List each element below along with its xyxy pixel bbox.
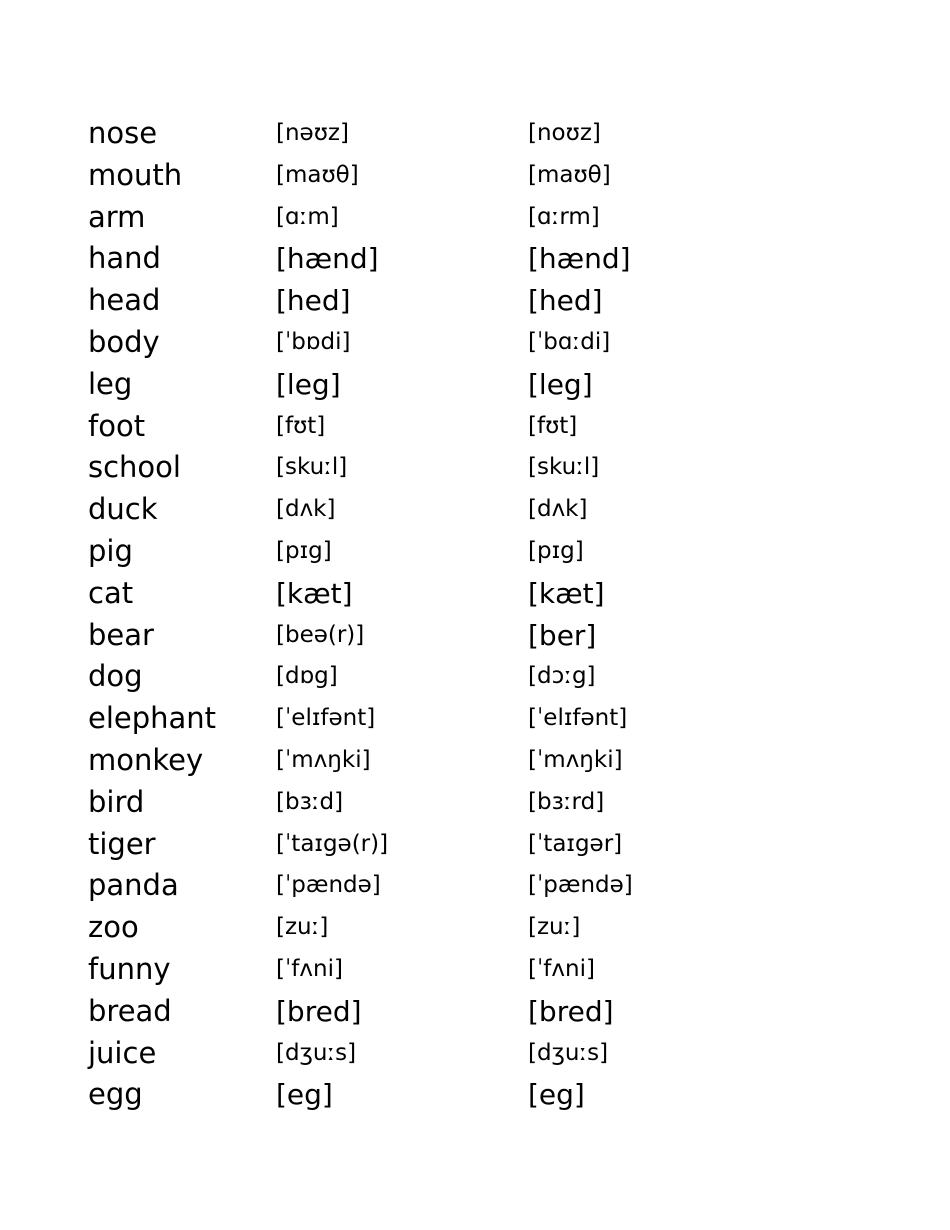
us-phonetic: [eg] xyxy=(528,1078,585,1112)
vocab-row xyxy=(88,238,788,280)
word: tiger xyxy=(88,826,156,861)
word: bird xyxy=(88,784,145,819)
word: monkey xyxy=(88,742,204,777)
uk-phonetic: [bɜːd] xyxy=(276,788,344,815)
word: head xyxy=(88,283,161,318)
uk-phonetic: [eg] xyxy=(276,1078,333,1112)
uk-phonetic: [ɑːm] xyxy=(276,203,339,230)
uk-phonetic: [ˈtaɪgə(r)] xyxy=(276,830,389,857)
vocab-row xyxy=(88,406,788,448)
vocab-row xyxy=(88,113,788,155)
vocab-row xyxy=(88,782,788,824)
us-phonetic: [ˈelɪfənt] xyxy=(528,705,628,732)
us-phonetic: [ber] xyxy=(528,618,597,652)
us-phonetic: [bred] xyxy=(528,994,614,1028)
word: bear xyxy=(88,617,154,652)
us-phonetic: [hænd] xyxy=(528,242,631,276)
us-phonetic: [ˈtaɪgər] xyxy=(528,830,623,857)
uk-phonetic: [hænd] xyxy=(276,242,379,276)
vocab-row xyxy=(88,531,788,573)
us-phonetic: [pɪg] xyxy=(528,537,584,564)
vocab-row xyxy=(88,1074,788,1116)
word: dog xyxy=(88,659,143,694)
word: zoo xyxy=(88,910,139,945)
vocabulary-list xyxy=(88,113,788,1116)
word: elephant xyxy=(88,701,217,736)
us-phonetic: [dʒuːs] xyxy=(528,1039,609,1066)
us-phonetic: [noʊz] xyxy=(528,120,601,146)
vocab-row xyxy=(88,865,788,907)
us-phonetic: [dʌk] xyxy=(528,496,588,523)
us-phonetic: [leg] xyxy=(528,367,593,401)
vocab-row xyxy=(88,698,788,740)
us-phonetic: [dɔːg] xyxy=(528,663,596,690)
word: funny xyxy=(88,951,171,986)
word: school xyxy=(88,450,181,485)
uk-phonetic: [leg] xyxy=(276,367,341,401)
us-phonetic: [hed] xyxy=(528,284,603,318)
uk-phonetic: [ˈfʌni] xyxy=(276,955,343,982)
us-phonetic: [ˈpændə] xyxy=(528,872,633,899)
vocab-row xyxy=(88,364,788,406)
uk-phonetic: [dʒuːs] xyxy=(276,1039,357,1066)
us-phonetic: [ˈfʌni] xyxy=(528,955,595,982)
uk-phonetic: [ˈmʌŋki] xyxy=(276,746,371,773)
word: body xyxy=(88,324,160,359)
vocab-row xyxy=(88,991,788,1033)
uk-phonetic: [ˈpændə] xyxy=(276,872,381,899)
us-phonetic: [kæt] xyxy=(528,576,605,610)
word: foot xyxy=(88,408,146,443)
vocab-row xyxy=(88,447,788,489)
word: egg xyxy=(88,1077,143,1112)
us-phonetic: [ɑːrm] xyxy=(528,203,600,230)
vocab-row xyxy=(88,197,788,239)
vocab-row xyxy=(88,656,788,698)
word: nose xyxy=(88,116,158,150)
vocab-row xyxy=(88,1033,788,1075)
uk-phonetic: [nəʊz] xyxy=(276,120,349,146)
us-phonetic: [ˈbɑːdi] xyxy=(528,328,611,355)
word: cat xyxy=(88,575,134,610)
uk-phonetic: [skuːl] xyxy=(276,454,348,481)
uk-phonetic: [ˈelɪfənt] xyxy=(276,705,376,732)
vocab-row xyxy=(88,155,788,197)
word: hand xyxy=(88,241,161,276)
us-phonetic: [bɜːrd] xyxy=(528,788,605,815)
word: leg xyxy=(88,366,133,401)
uk-phonetic: [beə(r)] xyxy=(276,621,365,648)
word: juice xyxy=(88,1035,157,1070)
vocab-row xyxy=(88,740,788,782)
word: panda xyxy=(88,868,179,903)
word: pig xyxy=(88,533,133,568)
vocab-row xyxy=(88,280,788,322)
word: bread xyxy=(88,993,172,1028)
uk-phonetic: [dʌk] xyxy=(276,496,336,523)
uk-phonetic: [zuː] xyxy=(276,914,329,941)
vocab-row xyxy=(88,615,788,657)
vocab-row xyxy=(88,322,788,364)
uk-phonetic: [fʊt] xyxy=(276,412,326,439)
word: mouth xyxy=(88,157,183,192)
us-phonetic: [fʊt] xyxy=(528,412,578,439)
uk-phonetic: [kæt] xyxy=(276,576,353,610)
uk-phonetic: [maʊθ] xyxy=(276,161,359,188)
word: duck xyxy=(88,492,158,527)
word: arm xyxy=(88,199,146,234)
us-phonetic: [ˈmʌŋki] xyxy=(528,746,623,773)
uk-phonetic: [hed] xyxy=(276,284,351,318)
vocab-row xyxy=(88,824,788,866)
uk-phonetic: [bred] xyxy=(276,994,362,1028)
vocab-row xyxy=(88,573,788,615)
uk-phonetic: [ˈbɒdi] xyxy=(276,328,351,355)
uk-phonetic: [pɪg] xyxy=(276,537,332,564)
vocab-row xyxy=(88,949,788,991)
vocab-row xyxy=(88,907,788,949)
vocab-row xyxy=(88,489,788,531)
us-phonetic: [zuː] xyxy=(528,914,581,941)
us-phonetic: [maʊθ] xyxy=(528,161,611,188)
uk-phonetic: [dɒg] xyxy=(276,663,338,690)
us-phonetic: [skuːl] xyxy=(528,454,600,481)
